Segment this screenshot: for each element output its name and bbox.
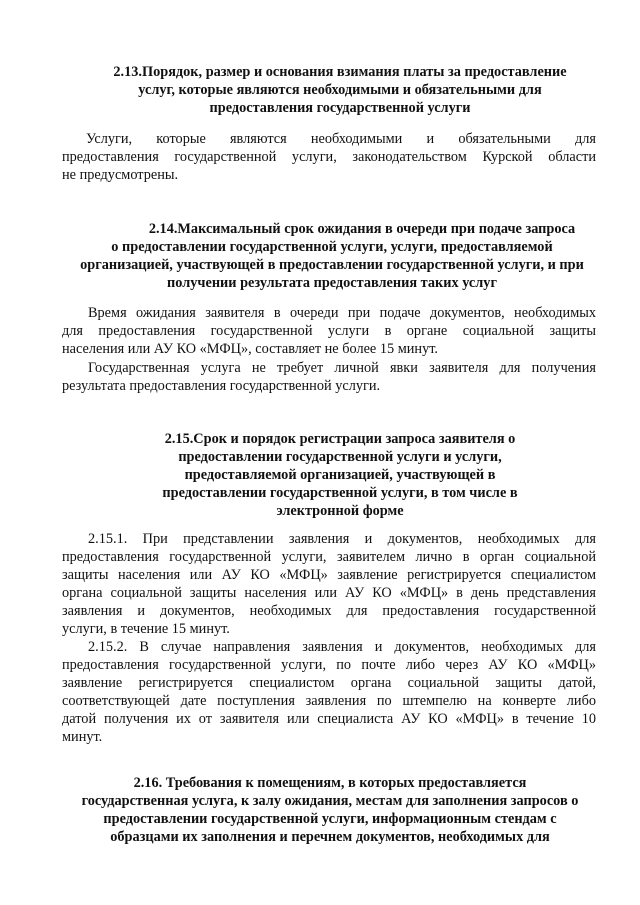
paragraph-line: соответствующей дате поступления заявления по штемпелю на конверте либо [62, 693, 596, 709]
paragraph-line: предоставления государственной услуги, заявителем лично в орган социальной [62, 549, 596, 565]
heading-line: предоставления государственной услуги [209, 100, 471, 116]
heading-line: 2.15.Срок и порядок регистрации запроса заявителя о [164, 431, 516, 447]
section-2-14-paragraph-1 [62, 304, 596, 358]
heading-line: организацией, участвующей в предоставлении государственной услуги, и при [80, 257, 584, 273]
paragraph-line: не предусмотрены. [62, 167, 179, 183]
section-2-14-heading [62, 220, 602, 292]
paragraph-line: защиты населения или АУ КО «МФЦ» заявление регистрируется специалистом [62, 567, 596, 583]
section-2-15-heading [80, 430, 600, 520]
heading-line: получении результата предоставления таких услуг [167, 275, 497, 291]
heading-line: электронной форме [276, 503, 404, 519]
section-2-16-heading [55, 774, 605, 846]
paragraph-line: органа социальной защиты населения или АУ КО «МФЦ» в день представления [62, 585, 596, 601]
heading-line: образцами их заполнения и перечнем документов, необходимых для [110, 829, 550, 845]
paragraph-line: заявление регистрируется специалистом органа социальной защиты датой, [62, 675, 596, 691]
section-2-15-1-paragraph [62, 530, 596, 638]
paragraph-line: Услуги, которые являются необходимыми и обязательными для [86, 131, 596, 147]
section-2-13-paragraph [62, 130, 596, 184]
paragraph-line: заявления и документов, необходимых для предоставления государственной [62, 603, 596, 619]
paragraph-line: результата предоставления государственной услуги. [62, 378, 381, 394]
paragraph-line: Государственная услуга не требует личной явки заявителя для получения [88, 360, 596, 376]
heading-line: 2.13.Порядок, размер и основания взимания платы за предоставление [113, 64, 567, 80]
paragraph-line: датой получения их от заявителя или специалиста АУ КО «МФЦ» в течение 10 [62, 711, 596, 727]
paragraph-line: предоставления государственной услуги, законодательством Курской области [62, 149, 596, 165]
paragraph-line: предоставления государственной услуги, по почте либо через АУ КО «МФЦ» [62, 657, 596, 673]
paragraph-line: населения или АУ КО «МФЦ», составляет не более 15 минут. [62, 341, 438, 357]
section-2-14-paragraph-2 [62, 359, 596, 395]
paragraph-line: 2.15.1. При представлении заявления и документов, необходимых для [88, 531, 596, 547]
heading-line: предоставляемой организацией, участвующей в [184, 467, 496, 483]
paragraph-line: 2.15.2. В случае направления заявления и документов, необходимых для [88, 639, 596, 655]
heading-line: о предоставлении государственной услуги, услуги, предоставляемой [111, 239, 553, 255]
section-2-13-heading [70, 63, 610, 117]
paragraph-line: минут. [62, 729, 103, 745]
heading-line: 2.14.Максимальный срок ожидания в очереди при подаче запроса [148, 221, 576, 237]
heading-line: предоставлении государственной услуги и услуги, [178, 449, 502, 465]
section-2-15-2-paragraph [62, 638, 596, 746]
heading-line: предоставлении государственной услуги, в том числе в [162, 485, 518, 501]
paragraph-line: услуги, в течение 15 минут. [62, 621, 230, 637]
heading-line: 2.16. Требования к помещениям, в которых предоставляется [133, 775, 527, 791]
heading-line: государственная услуга, к залу ожидания, местам для заполнения запросов о [81, 793, 579, 809]
heading-line: предоставлении государственной услуги, информационным стендам с [103, 811, 557, 827]
paragraph-line: для предоставления государственной услуги в органе социальной защиты [62, 323, 596, 339]
heading-line: услуг, которые являются необходимыми и обязательными для [138, 82, 542, 98]
paragraph-line: Время ожидания заявителя в очереди при подаче документов, необходимых [88, 305, 596, 321]
